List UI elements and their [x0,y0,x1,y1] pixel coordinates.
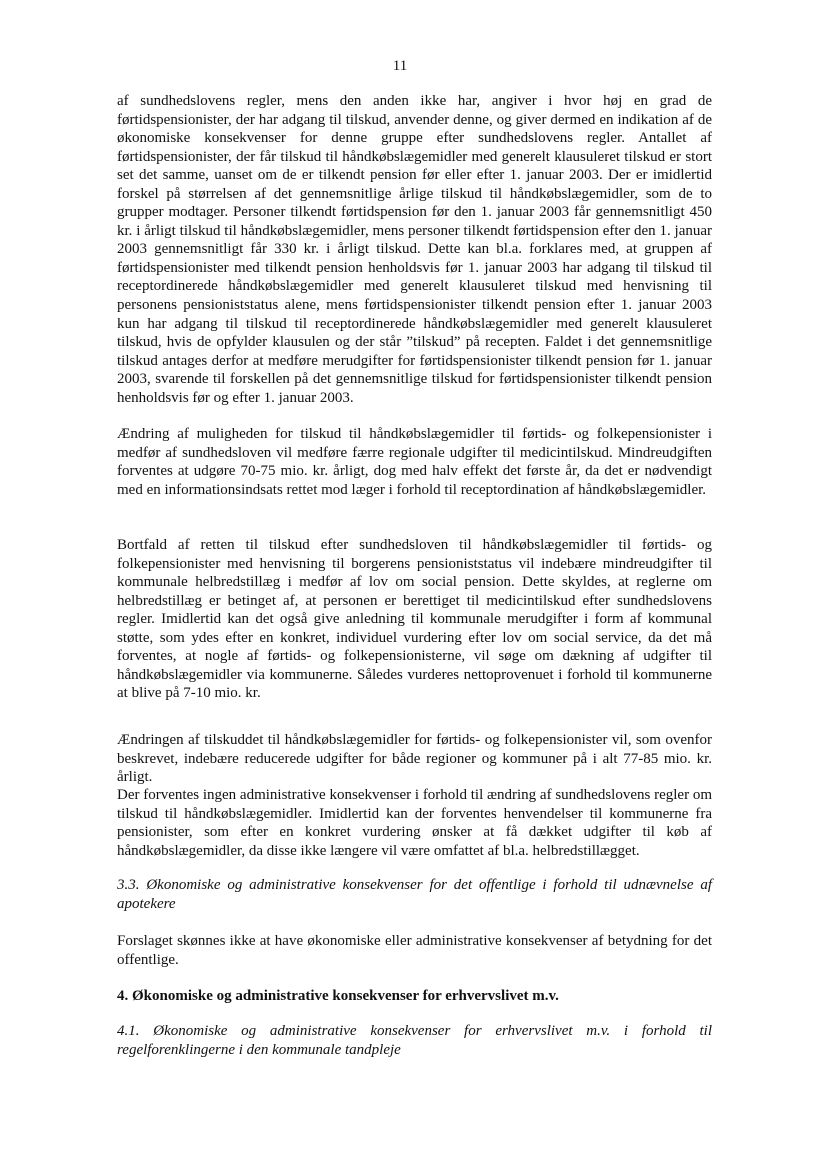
section-heading-4: 4. Økonomiske og administrative konsekvenser for erhvervslivet m.v. [117,988,559,1004]
paragraph: af sundhedslovens regler, mens den anden ikke har, angiver i hvor høj en grad de førtidspensionister, der har adgang til tilskud, anvender denne, og giver dermed en indikation af de økonomiske konsekvenser for denne gruppe efter sundhedslovens regler. Antallet af førtidspensionister, der får tilskud til håndkøbslægemidler med generelt klausuleret tilskud er stort set det samme, uanset om de er tilkendt pension før eller efter 1. januar 2003. Der er imidlertid forskel på størrelsen af det gennemsnitlige årlige tilskud til håndkøbslægemidler, som de to grupper modtager. Personer tilkendt førtidspension før den 1. januar 2003 får gennemsnitligt 450 kr. i årligt tilskud til håndkøbslægemidler, mens personer tilkendt førtidspension efter den 1. januar 2003 gennemsnitligt får 330 kr. i årligt tilskud. Dette kan bl.a. forklares med, at gruppen af førtidspensionister med tilkendt pension henholdsvis før 1. januar 2003 har adgang til tilskud til receptordinerede håndkøbslægemidler med generelt klausuleret tilskud med henvisning til personens pensioniststatus alene, mens førtidspensionister tilkendt pension efter 1. januar 2003 kun har adgang til tilskud til receptordinerede håndkøbslægemidler med generelt klausuleret tilskud, hvis de opfylder klausulen og der står ”tilskud” på recepten. Faldet i det gennemsnitlige tilskud antages derfor at medføre merudgifter for førtidspensionister tilkendt pension før 1. januar 2003, svarende til forskellen på det gennemsnitlige tilskud for førtidspensionister tilkendt pension henholdsvis før og efter 1. januar 2003. [117,93,712,406]
paragraph: Ændringen af tilskuddet til håndkøbslægemidler for førtids- og folkepensionister vil, som ovenfor beskrevet, indebære reducerede udgifter for både regioner og kommuner på i alt 77-85 mio. kr. årligt. [117,732,712,786]
page-number: 11 [392,58,408,74]
paragraph: Forslaget skønnes ikke at have økonomiske eller administrative konsekvenser af betydning for det offentlige. [117,933,712,968]
section-heading-3-3: 3.3. Økonomiske og administrative konsekvenser for det offentlige i forhold til udnævnelse af apotekere [117,877,712,912]
section-heading-4-1: 4.1. Økonomiske og administrative konsekvenser for erhvervslivet m.v. i forhold til regelforenklingerne i den kommunale tandpleje [117,1023,712,1058]
paragraph: Ændring af muligheden for tilskud til håndkøbslægemidler til førtids- og folkepensionister i medfør af sundhedsloven vil medføre færre regionale udgifter til medicintilskud. Mindreudgiften forventes at udgøre 70-75 mio. kr. årligt, dog med halv effekt det første år, da det er nødvendigt med en informationsindsats rettet mod læger i forhold til receptordination af håndkøbslægemidler. [117,426,712,498]
paragraph: Bortfald af retten til tilskud efter sundhedsloven til håndkøbslægemidler til førtids- og folkepensionister med henvisning til borgerens pensioniststatus vil indebære mindreudgifter til kommunale helbredstillæg i medfør af lov om social pension. Dette skyldes, at reglerne om helbredstillæg er betinget af, at personen er berettiget til medicintilskud efter sundhedslovens regler. Imidlertid kan det også give anledning til kommunale merudgifter i form af kommunal støtte, som ydes efter en konkret, individuel vurdering efter lov om social service, da det må forventes, at nogle af førtids- og folkepensionisterne, vil søge om dækning af udgifter til håndkøbslægemidler via kommunerne. Således vurderes nettoprovenuet i forhold til kommunerne at blive på 7-10 mio. kr. [117,537,712,702]
paragraph: Der forventes ingen administrative konsekvenser i forhold til ændring af sundhedslovens regler om tilskud til håndkøbslægemidler. Imidlertid kan der forventes henvendelser til kommunerne fra pensionister, som efter en konkret vurdering ønsker at få dækket udgifter til køb af håndkøbslægemidler, da disse ikke længere vil være omfattet af bl.a. helbredstillægget. [117,787,712,859]
